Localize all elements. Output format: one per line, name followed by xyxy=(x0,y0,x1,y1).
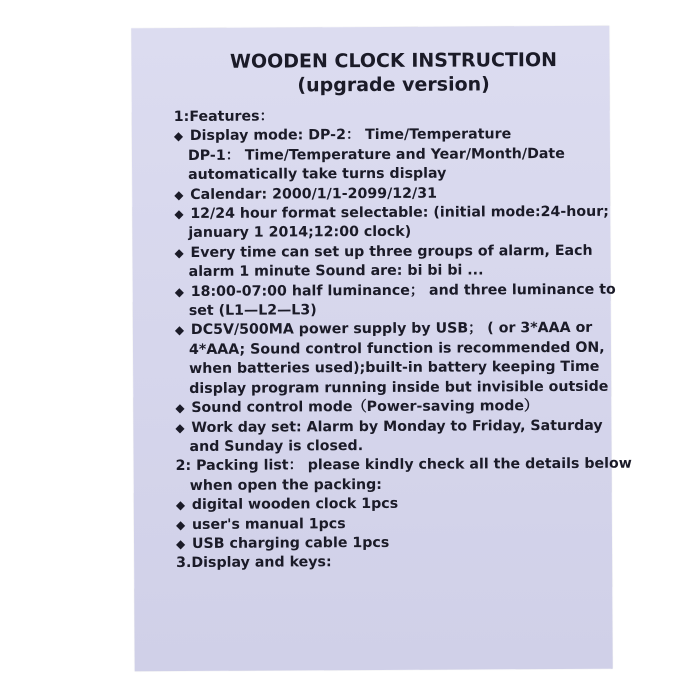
section-heading-features: 1:Features： xyxy=(173,108,274,126)
feature-power-supply-line: 4*AAA; Sound control function is recommended ON, xyxy=(188,339,605,358)
packing-item: ◆ user's manual 1pcs xyxy=(176,513,606,535)
instruction-sheet xyxy=(131,26,632,671)
instruction-content xyxy=(173,48,632,574)
feature-luminance-line: set (L1—L2—L3) xyxy=(188,302,317,320)
packing-item: ◆ USB charging cable 1pcs xyxy=(176,533,606,555)
feature-work-day: ◆ Work day set: Alarm by Monday to Friday, Saturday xyxy=(175,416,605,438)
feature-power-supply: ◆ DC5V/500MA power supply by USB； ( or 3*AAA or xyxy=(175,319,605,341)
section-heading-display-keys: 3.Display and keys: xyxy=(176,554,332,572)
feature-luminance: ◆ 18:00-07:00 half luminance； and three luminance to xyxy=(175,280,605,302)
feature-hour-format: ◆ 12/24 hour format selectable: (initial mode:24-hour; xyxy=(174,203,604,225)
document-subtitle: (upgrade version) xyxy=(297,73,490,97)
feature-display-mode-line: DP-1： Time/Temperature and Year/Month/Date xyxy=(187,145,565,164)
feature-work-day-line: and Sunday is closed. xyxy=(189,437,364,455)
packing-list-line: when open the packing: xyxy=(189,476,383,494)
feature-alarm: ◆ Every time can set up three groups of alarm, Each xyxy=(174,242,604,264)
section-heading-packing-list: 2: Packing list： please kindly check all the details below xyxy=(175,455,632,475)
feature-display-mode: ◆ Display mode: DP-2： Time/Temperature xyxy=(174,125,604,147)
feature-alarm-line: alarm 1 minute Sound are: bi bi bi ... xyxy=(188,262,484,281)
feature-power-supply-line: display program running inside but invisible outside xyxy=(189,378,609,397)
feature-calendar: ◆ Calendar: 2000/1/1-2099/12/31 xyxy=(174,183,604,205)
feature-power-supply-line: when batteries used);built-in battery keeping Time xyxy=(189,359,600,378)
feature-display-mode-line: automatically take turns display xyxy=(188,165,447,184)
feature-sound-control: ◆ Sound control mode（Power-saving mode） xyxy=(175,397,605,419)
feature-hour-format-line: january 1 2014;12:00 clock) xyxy=(188,224,412,242)
packing-item: ◆ digital wooden clock 1pcs xyxy=(176,494,606,516)
document-title: WOODEN CLOCK INSTRUCTION xyxy=(229,49,558,73)
